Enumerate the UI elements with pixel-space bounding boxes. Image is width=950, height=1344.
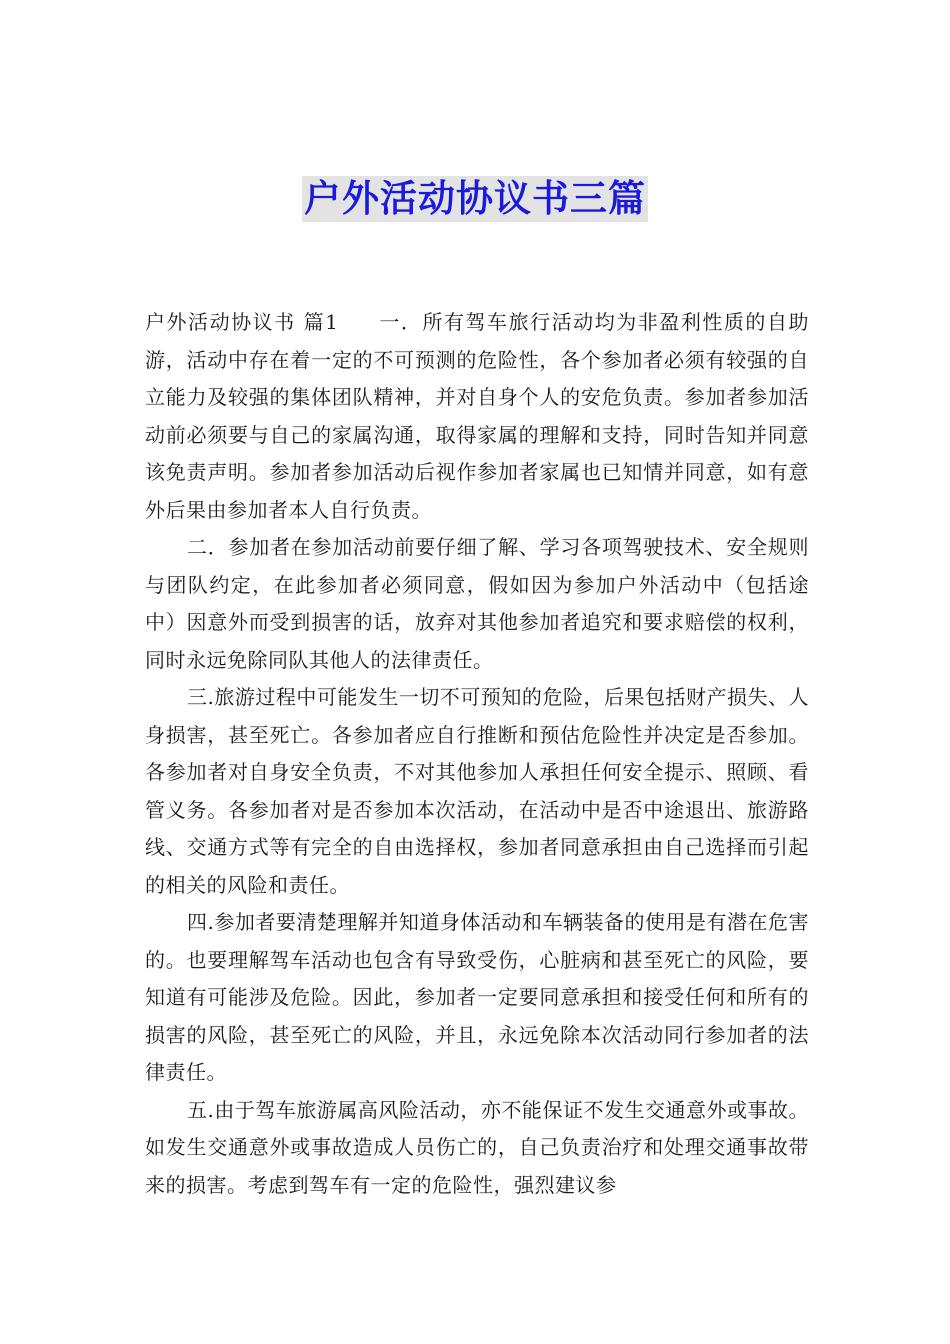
title-container bbox=[0, 176, 950, 222]
document-title: 户外活动协议书三篇 bbox=[304, 177, 646, 220]
paragraph-2: 二．参加者在参加活动前要仔细了解、学习各项驾驶技术、安全规则与团队约定，在此参加者必须同意，假如因为参加户外活动中（包括途中）因意外而受到损害的话，放弃对其他参加者追究和要求赔偿的权利，同时永远免除同队其他人的法律责任。 bbox=[145, 535, 809, 672]
paragraph-3: 三.旅游过程中可能发生一切不可预知的危险，后果包括财产损失、人身损害，甚至死亡。各参加者应自行推断和预估危险性并决定是否参加。各参加者对自身安全负责，不对其他参加人承担任何安全提示、照顾、看管义务。各参加者对是否参加本次活动，在活动中是否中途退出、旅游路线、交通方式等有完全的自由选择权，参加者同意承担由自己选择而引起的相关的风险和责任。 bbox=[145, 685, 809, 897]
paragraph-1-text: 一．所有驾车旅行活动均为非盈利性质的自助游，活动中存在着一定的不可预测的危险性，各个参加者必须有较强的自立能力及较强的集体团队精神，并对自身个人的安危负责。参加者参加活动前必须要与自己的家属沟通，取得家属的理解和支持，同时告知并同意该免责声明。参加者参加活动后视作参加者家属也已知情并同意，如有意外后果由参加者本人自行负责。 bbox=[145, 310, 809, 522]
paragraph-4: 四.参加者要清楚理解并知道身体活动和车辆装备的使用是有潜在危害的。也要理解驾车活动也包含有导致受伤，心脏病和甚至死亡的风险，要知道有可能涉及危险。因此，参加者一定要同意承担和接受任何和所有的损害的风险，甚至死亡的风险，并且，永远免除本次活动同行参加者的法律责任。 bbox=[145, 910, 809, 1084]
section-label: 户外活动协议书 篇1 bbox=[145, 310, 339, 334]
paragraph-5: 五.由于驾车旅游属高风险活动，亦不能保证不发生交通意外或事故。如发生交通意外或事故造成人员伤亡的，自己负责治疗和处理交通事故带来的损害。考虑到驾车有一定的危险性，强烈建议参 bbox=[145, 1097, 809, 1197]
document-body bbox=[145, 304, 809, 1204]
paragraph-1 bbox=[145, 304, 809, 529]
